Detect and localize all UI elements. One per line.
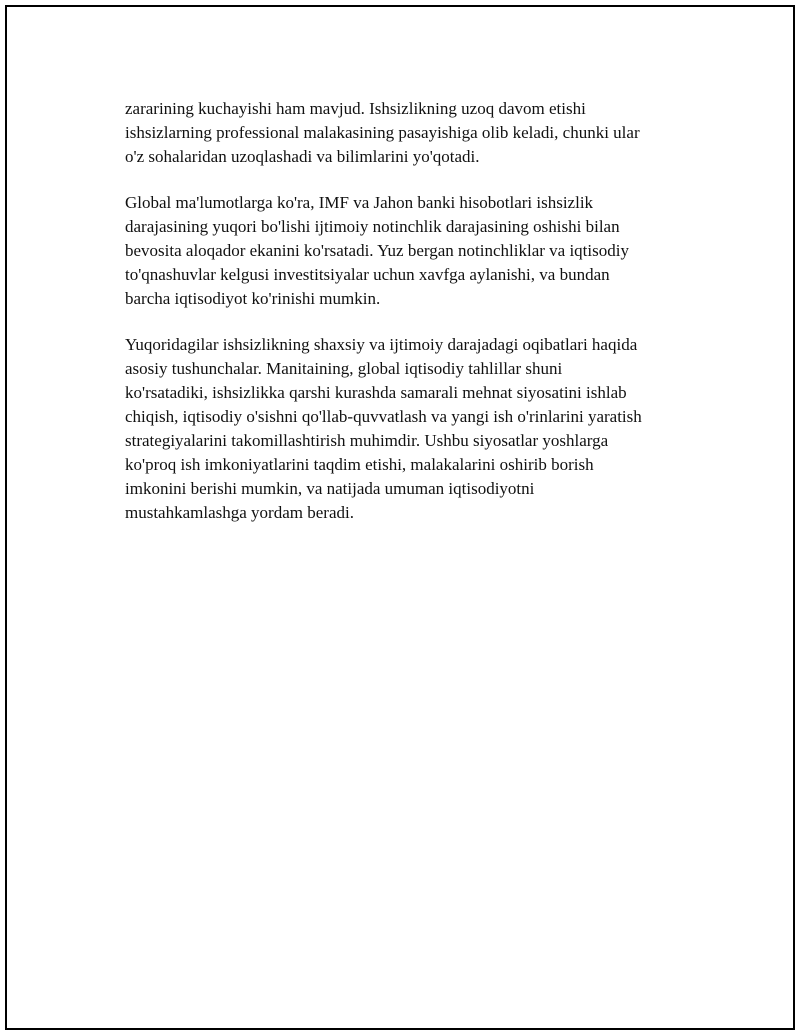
text-line: barcha iqtisodiyot ko'rinishi mumkin. bbox=[125, 289, 381, 308]
text-line: ko'proq ish imkoniyatlarini taqdim etishi, malakalarini oshirib borish bbox=[125, 455, 594, 474]
text-line: to'qnashuvlar kelgusi investitsiyalar uchun xavfga aylanishi, va bundan bbox=[125, 265, 610, 284]
page-content bbox=[125, 97, 695, 547]
text-line: ko'rsatadiki, ishsizlikka qarshi kurashda samarali mehnat siyosatini ishlab bbox=[125, 383, 627, 402]
text-line: chiqish, iqtisodiy o'sishni qo'llab-quvvatlash va yangi ish o'rinlarini yaratish bbox=[125, 407, 642, 426]
paragraph-1 bbox=[125, 97, 695, 169]
page-frame bbox=[5, 5, 795, 1030]
text-line: imkonini berishi mumkin, va natijada umuman iqtisodiyotni bbox=[125, 479, 535, 498]
text-line: darajasining yuqori bo'lishi ijtimoiy notinchlik darajasining oshishi bilan bbox=[125, 217, 620, 236]
text-line: Global ma'lumotlarga ko'ra, IMF va Jahon banki hisobotlari ishsizlik bbox=[125, 193, 594, 212]
text-line: asosiy tushunchalar. Manitaining, global iqtisodiy tahlillar shuni bbox=[125, 359, 563, 378]
text-line: ishsizlarning professional malakasining pasayishiga olib keladi, chunki ular bbox=[125, 123, 640, 142]
text-line: bevosita aloqador ekanini ko'rsatadi. Yuz bergan notinchliklar va iqtisodiy bbox=[125, 241, 629, 260]
text-line: strategiyalarini takomillashtirish muhimdir. Ushbu siyosatlar yoshlarga bbox=[125, 431, 609, 450]
paragraph-2 bbox=[125, 191, 695, 311]
text-line: o'z sohalaridan uzoqlashadi va bilimlarini yo'qotadi. bbox=[125, 147, 480, 166]
text-line: mustahkamlashga yordam beradi. bbox=[125, 503, 354, 522]
text-line: zararining kuchayishi ham mavjud. Ishsizlikning uzoq davom etishi bbox=[125, 99, 586, 118]
paragraph-3 bbox=[125, 333, 695, 525]
text-line: Yuqoridagilar ishsizlikning shaxsiy va ijtimoiy darajadagi oqibatlari haqida bbox=[125, 335, 638, 354]
